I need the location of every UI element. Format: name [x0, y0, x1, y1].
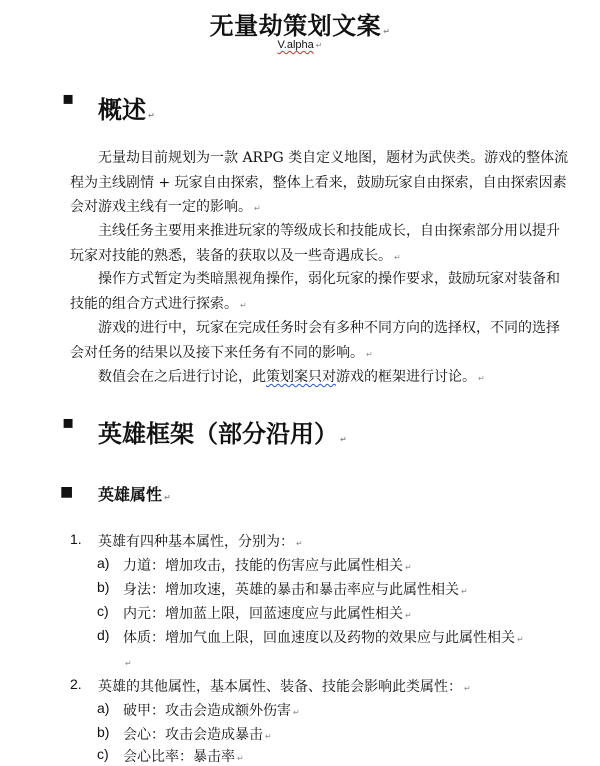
paragraph-mark-icon: ↵	[254, 204, 261, 213]
empty-paragraph	[123, 651, 132, 670]
paragraph-mark-icon: ↵	[237, 754, 244, 763]
paragraph-mark-icon: ↵	[265, 732, 272, 741]
paragraph-mark-icon: ↵	[240, 300, 247, 310]
body-paragraph: 数值会在之后进行讨论，此策划案只对游戏的框架进行讨论。 ↵	[98, 369, 485, 385]
paragraph-mark-icon: ↵	[296, 539, 303, 548]
body-paragraph: 操作方式暂定为类暗黑视角操作，弱化玩家的操作要求，鼓励玩家对装备和技能的组合方式进行探索。 ↵	[70, 271, 560, 312]
paragraph-mark-icon: ↵	[464, 684, 471, 693]
body-paragraph: 无量劫目前规划为一款 ARPG 类自定义地图，题材为武侠类。游戏的整体流程为主线剧情 + 玩家自由探索，整体上看来，鼓励玩家自由探索，自由探索因素会对游戏主线有一定的影响。 ↵	[70, 150, 569, 215]
paragraph-mark-icon: ↵	[394, 252, 401, 262]
paragraph-mark-icon: ↵	[478, 374, 485, 383]
paragraph-mark-icon: ↵	[461, 587, 468, 596]
body-paragraph: 主线任务主要用来推进玩家的等级成长和技能成长，自由探索部分用以提升玩家对技能的熟悉，装备的获取以及一些奇遇成长。 ↵	[70, 223, 560, 264]
bullet-icon: ▪	[62, 88, 75, 109]
paragraph-mark-icon: ↵	[125, 659, 132, 668]
paragraph-mark-icon: ↵	[405, 563, 412, 572]
version-label: V.alpha ↵	[277, 39, 323, 51]
paragraph-mark-icon: ↵	[517, 635, 524, 644]
paragraph-mark-icon: ↵	[405, 611, 412, 620]
paragraph-mark-icon: ↵	[383, 27, 391, 36]
body-paragraph: 游戏的进行中，玩家在完成任务时会有多种不同方向的选择权，不同的选择会对任务的结果以及接下来任务有不同的影响。 ↵	[70, 320, 560, 361]
paragraph-mark-icon: ↵	[315, 41, 323, 50]
bullet-icon: ▪	[62, 412, 75, 433]
paragraph-mark-icon: ↵	[164, 493, 171, 502]
paragraph-mark-icon: ↵	[340, 435, 347, 444]
document-title: 无量劫策划文案 ↵	[209, 11, 391, 40]
paragraph-mark-icon: ↵	[148, 111, 155, 120]
paragraph-mark-icon: ↵	[293, 708, 300, 717]
bullet-icon: ■	[60, 484, 74, 500]
paragraph-mark-icon: ↵	[366, 349, 373, 359]
